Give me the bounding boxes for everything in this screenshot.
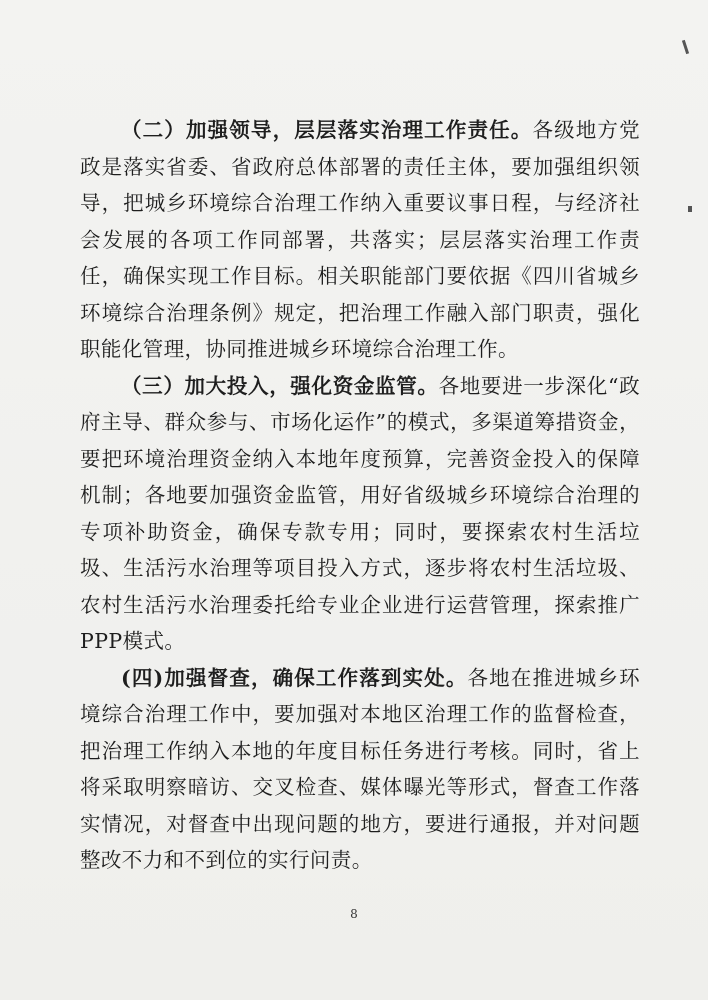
paragraph-supervision: [80, 660, 640, 879]
scan-edge-mark: [688, 206, 692, 212]
scan-edge-mark: [682, 40, 689, 54]
paragraph-leadership: [80, 112, 640, 368]
paragraph-heading: (四)加强督查，确保工作落到实处。: [121, 665, 468, 690]
paragraph-funding: [80, 368, 640, 660]
paragraph-text: 各地要进一步深化“政府主导、群众参与、市场化运作”的模式，多渠道筹措资金，要把环境治理资金纳入本地年度预算，完善资金投入的保障机制；各地要加强资金监管，用好省级城乡环境综合治理的专项补助资金，确保专款专用；同时，要探索农村生活垃圾、生活污水治理等项目投入方式，逐步将农村生活垃圾、农村生活污水治理委托给专业企业进行运营管理，探索推广PPP模式。: [80, 373, 641, 653]
page-number: 8: [350, 907, 358, 921]
document-body: [80, 112, 640, 879]
paragraph-heading: （二）加强领导，层层落实治理工作责任。: [121, 118, 533, 142]
paragraph-text: 各级地方党政是落实省委、省政府总体部署的责任主体，要加强组织领导，把城乡环境综合治理工作纳入重要议事日程，与经济社会发展的各项工作同部署，共落实；层层落实治理工作责任，确保实现工作目标。相关职能部门要依据《四川省城乡环境综合治理条例》规定，把治理工作融入部门职责，强化职能化管理，协同推进城乡环境综合治理工作。: [80, 118, 640, 361]
paragraph-text: 各地在推进城乡环境综合治理工作中，要加强对本地区治理工作的监督检查，把治理工作纳入本地的年度目标任务进行考核。同时，省上将采取明察暗访、交叉检查、媒体曝光等形式，督查工作落实情况，对督查中出现问题的地方，要进行通报，并对问题整改不力和不到位的实行问责。: [80, 665, 640, 872]
paragraph-heading: （三）加大投入，强化资金监管。: [121, 373, 439, 398]
